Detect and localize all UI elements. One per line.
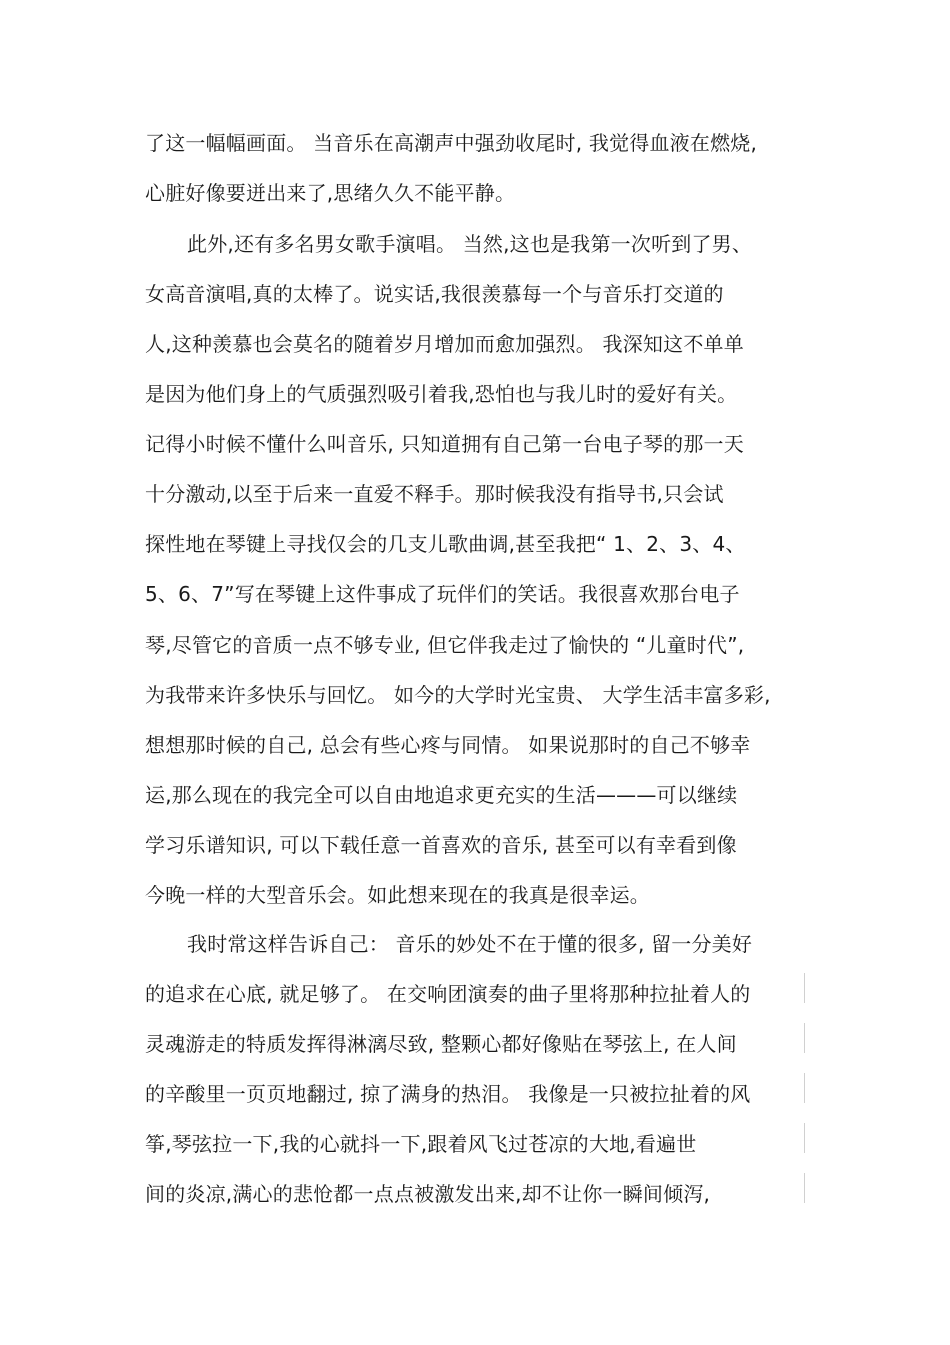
text-line: 琴,尽管它的音质一点不够专业, 但它伴我走过了愉快的 “儿童时代”, (145, 633, 745, 657)
margin-mark (804, 1123, 805, 1153)
text-line: 今晚一样的大型音乐会。如此想来现在的我真是很幸运。 (145, 883, 650, 907)
margin-mark (804, 1023, 805, 1053)
margin-mark (804, 973, 805, 1003)
text-line: 此外,还有多名男女歌手演唱。 当然,这也是我第一次听到了男、 (187, 232, 753, 256)
text-line: 间的炎凉,满心的悲怆都一点点被激发出来,却不让你一瞬间倾泻, (145, 1182, 711, 1206)
margin-mark (804, 1073, 805, 1103)
text-line: 人,这种羡慕也会莫名的随着岁月增加而愈加强烈。 我深知这不单单 (145, 332, 744, 356)
text-line: 灵魂游走的特质发挥得淋漓尽致, 整颗心都好像贴在琴弦上, 在人间 (145, 1032, 737, 1056)
text-line: 心脏好像要迸出来了,思绪久久不能平静。 (145, 181, 516, 205)
text-line: 是因为他们身上的气质强烈吸引着我,恐怕也与我儿时的爱好有关。 (145, 382, 738, 406)
text-line: 十分激动,以至于后来一直爱不释手。那时候我没有指导书,只会试 (145, 482, 724, 506)
text-line: 的辛酸里一页页地翻过, 掠了满身的热泪。 我像是一只被拉扯着的风 (145, 1082, 751, 1106)
text-line: 为我带来许多快乐与回忆。 如今的大学时光宝贵、 大学生活丰富多彩, (145, 683, 771, 707)
text-line: 探性地在琴键上寻找仅会的几支儿歌曲调,甚至我把“ 1、2、3、4、 (145, 532, 746, 556)
text-line: 想想那时候的自己, 总会有些心疼与同情。 如果说那时的自己不够幸 (145, 733, 751, 757)
text-line: 5、6、7”写在琴键上这件事成了玩伴们的笑话。我很喜欢那台电子 (145, 582, 740, 606)
text-line: 记得小时候不懂什么叫音乐, 只知道拥有自己第一台电子琴的那一天 (145, 432, 744, 456)
text-line: 筝,琴弦拉一下,我的心就抖一下,跟着风飞过苍凉的大地,看遍世 (145, 1132, 697, 1156)
text-line: 我时常这样告诉自己： 音乐的妙处不在于懂的很多, 留一分美好 (187, 932, 753, 956)
text-line: 的追求在心底, 就足够了。 在交响团演奏的曲子里将那种拉扯着人的 (145, 982, 751, 1006)
text-line: 了这一幅幅画面。 当音乐在高潮声中强劲收尾时, 我觉得血液在燃烧, (145, 131, 758, 155)
text-line: 学习乐谱知识, 可以下载任意一首喜欢的音乐, 甚至可以有幸看到像 (145, 833, 737, 857)
text-line: 女高音演唱,真的太棒了。说实话,我很羡慕每一个与音乐打交道的 (145, 282, 724, 306)
text-line: 运,那么现在的我完全可以自由地追求更充实的生活———可以继续 (145, 783, 738, 807)
margin-mark (804, 1173, 805, 1203)
